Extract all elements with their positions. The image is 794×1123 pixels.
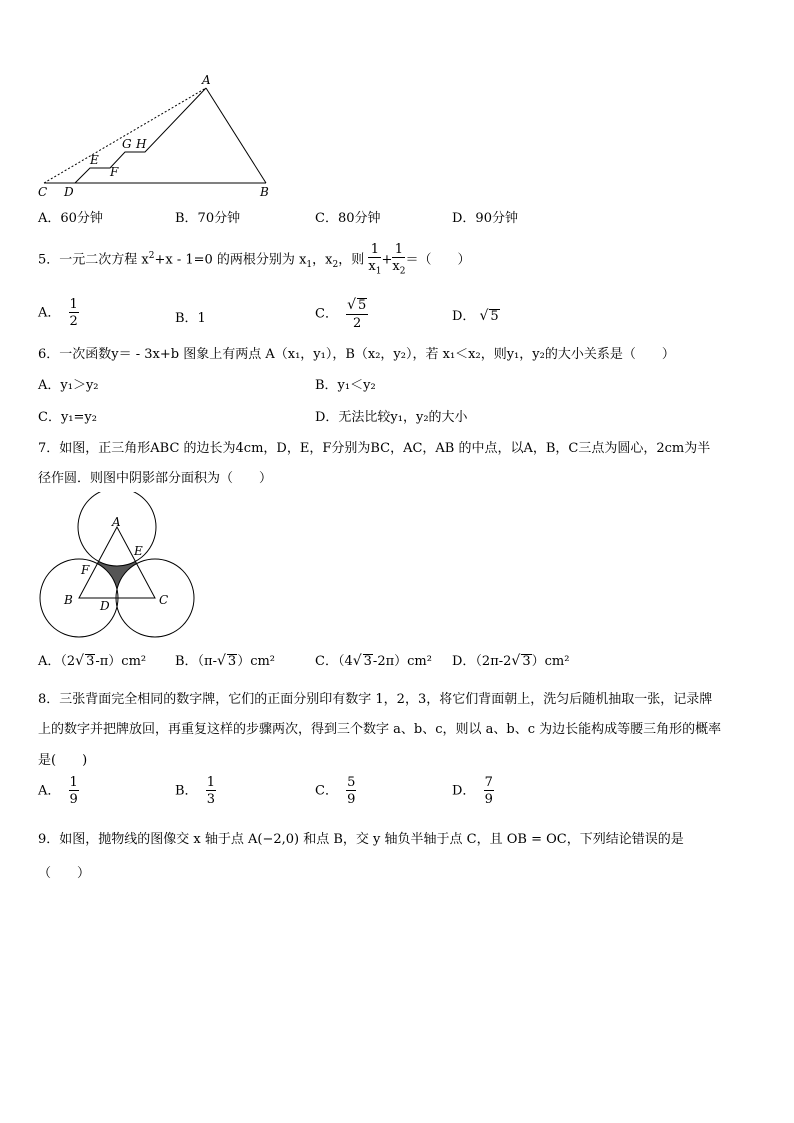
- label-b: B: [260, 185, 269, 199]
- q8-option-d: D． $\frac{7}{9}$: [452, 775, 493, 807]
- label-c: C: [38, 185, 48, 199]
- q8-option-c: C． $\frac{5}{9}$: [315, 775, 356, 807]
- q5-frac-2: $\frac{1}{x_2}$: [392, 242, 406, 277]
- q5-option-b: B．1: [175, 311, 206, 326]
- label-c: C: [159, 593, 169, 607]
- q6-option-d: D．无法比较y₁，y₂的大小: [315, 410, 468, 425]
- segment-ab: [206, 88, 266, 183]
- label-e: E: [134, 544, 143, 558]
- q5-option-c: C． $\frac{√ 5}{2}$: [315, 297, 367, 332]
- label-a: A: [112, 515, 121, 529]
- q5-option-d: D． √ 5: [452, 308, 499, 324]
- q7-option-c: C．（4√ 3-2π）cm²: [315, 653, 432, 669]
- label-d: D: [100, 599, 110, 613]
- label-e: E: [90, 153, 99, 167]
- q9-stem-line1: 9．如图，抛物线的图像交 x 轴于点 A(−2,0) 和点 B，交 y 轴负半轴于点 C，且 OB = OC，下列结论错误的是: [38, 832, 684, 847]
- q7-option-a: A．（2√ 3-π）cm²: [38, 653, 147, 669]
- q5-option-a: A． $\frac{1}{2}$: [38, 297, 78, 329]
- q7-option-d: D．（2π-2√ 3）cm²: [452, 653, 570, 669]
- q8-option-b: B． $\frac{1}{3}$: [175, 775, 215, 807]
- label-f: F: [81, 563, 90, 577]
- q4-option-d: D．90分钟: [452, 211, 518, 226]
- q8-stem-line3: 是( ): [38, 753, 88, 768]
- q4-option-c: C．80分钟: [315, 211, 381, 226]
- q5-frac-1: $\frac{1}{x_1}$: [368, 242, 382, 277]
- label-d: D: [64, 185, 74, 199]
- q9-stem-line2: （ ）: [38, 866, 91, 881]
- q5-stem: 5．一元二次方程 $x^2+x - 1=0$ 的两根分别为 $x_1$，$x_2$，则 $\frac{1}{x_1}$ + $\frac{1}{x_2}$ ＝（ ）: [38, 242, 471, 277]
- three-circles-figure: [36, 492, 196, 638]
- label-b: B: [64, 593, 73, 607]
- dashed-line-ca: [44, 88, 206, 183]
- q6-stem: 6．一次函数y＝ - 3x+b 图象上有两点 A（x₁，y₁），B（x₂，y₂），若 x₁＜x₂，则y₁，y₂的大小关系是（ ）: [38, 347, 675, 362]
- q7-stem-line1: 7．如图，正三角形ABC 的边长为4cm，D，E，F分别为BC，AC，AB 的中点，以A，B，C三点为圆心，2cm为半: [38, 441, 711, 456]
- label-h: H: [136, 137, 147, 151]
- q4-option-a: A．60分钟: [38, 211, 103, 226]
- stair-path: [75, 88, 206, 183]
- label-g: G: [122, 137, 132, 151]
- q7-option-b: B．（π-√ 3）cm²: [175, 653, 276, 669]
- q8-stem-line1: 8．三张背面完全相同的数字牌，它们的正面分别印有数字 1，2，3，将它们背面朝上，洗匀后随机抽取一张，记录牌: [38, 692, 713, 707]
- q8-stem-line2: 上的数字并把牌放回，再重复这样的步骤两次，得到三个数字 a、b、c，则以 a、b、c 为边长能构成等腰三角形的概率: [38, 722, 722, 737]
- q8-option-a: A． $\frac{1}{9}$: [38, 775, 78, 807]
- q7-stem-line2: 径作圆．则图中阴影部分面积为（ ）: [38, 471, 273, 486]
- label-a: A: [202, 73, 211, 87]
- label-f: F: [110, 165, 119, 179]
- trapezoid-figure: [30, 72, 280, 200]
- q6-option-b: B．y₁＜y₂: [315, 378, 376, 393]
- q4-option-b: B．70分钟: [175, 211, 241, 226]
- q6-option-a: A．y₁＞y₂: [38, 378, 99, 393]
- q6-option-c: C．y₁=y₂: [38, 410, 97, 425]
